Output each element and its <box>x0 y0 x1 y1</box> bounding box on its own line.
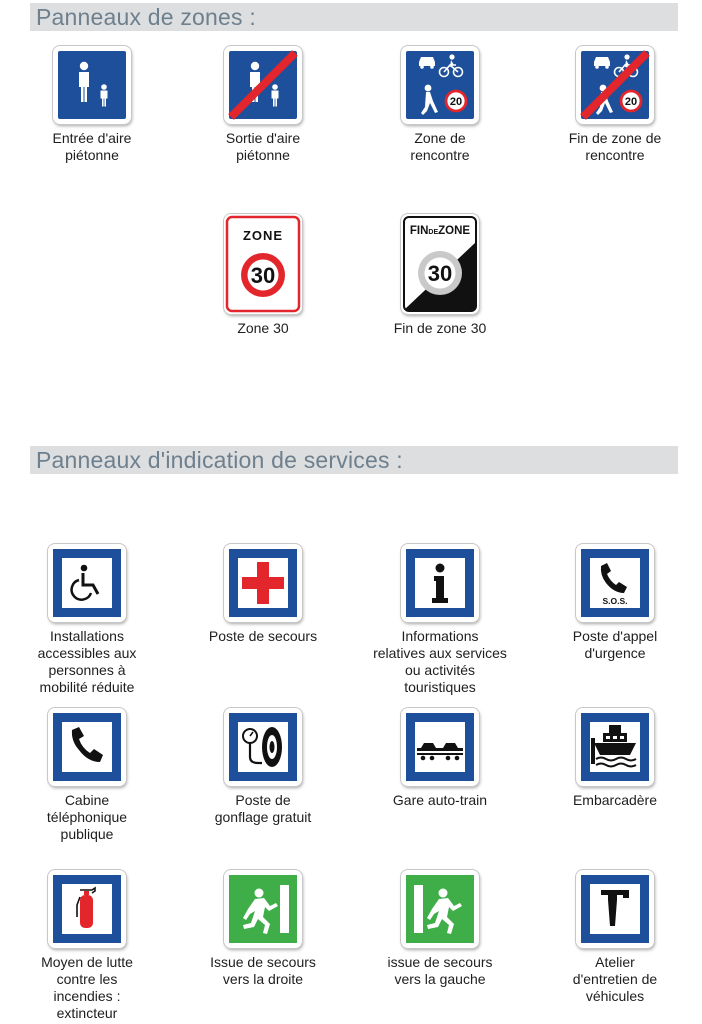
sign-label: Zone 30 <box>237 320 289 336</box>
sign-card-meeting-zone <box>355 46 525 164</box>
pedestrian-area-exit-icon <box>224 46 302 124</box>
sign-label: Atelier d'entretien de véhicules <box>572 954 658 1004</box>
zone-30-icon <box>224 214 302 314</box>
sign-label: Fin de zone 30 <box>393 320 487 336</box>
sign-card-first-aid <box>178 544 348 645</box>
sign-card-zone-30 <box>178 214 348 337</box>
sign-label: Entrée d'aire piétonne <box>52 130 132 163</box>
first-aid-cross-icon <box>224 544 302 622</box>
sign-label: Installations accessibles aux personnes à mobilité réduite <box>37 628 137 695</box>
sign-card-repair-workshop <box>530 870 700 1005</box>
meeting-zone-end-icon <box>576 46 654 124</box>
sign-label: Cabine téléphonique publique <box>46 792 128 842</box>
sign-label: Zone de rencontre <box>410 130 470 163</box>
services-section-title: Panneaux d'indication de services : <box>30 446 678 474</box>
sign-label: Moyen de lutte contre les incendies : extincteur <box>41 954 133 1021</box>
sign-card-pedestrian-entry <box>7 46 177 164</box>
sign-card-public-phone <box>2 708 172 843</box>
sign-label: issue de secours vers la gauche <box>387 954 493 987</box>
sign-label: Poste d'appel d'urgence <box>572 628 658 661</box>
meeting-zone-icon <box>401 46 479 124</box>
sign-card-extinguisher <box>2 870 172 1022</box>
sign-card-car-train <box>355 708 525 809</box>
meeting-zone-end-speed: 20 <box>624 96 638 108</box>
repair-workshop-icon <box>576 870 654 948</box>
meeting-zone-speed: 20 <box>449 96 463 108</box>
sign-card-information <box>355 544 525 696</box>
sign-card-accessible <box>2 544 172 696</box>
sign-card-emergency-phone <box>530 544 700 662</box>
telephone-icon <box>48 708 126 786</box>
sos-caption: S.O.S. <box>602 596 628 606</box>
emergency-exit-right-icon <box>224 870 302 948</box>
emergency-exit-left-icon <box>401 870 479 948</box>
sign-label: Gare auto-train <box>392 792 488 808</box>
sign-card-ferry <box>530 708 700 809</box>
ferry-icon <box>576 708 654 786</box>
zone-speed: 30 <box>250 263 276 288</box>
pedestrian-area-entry-icon <box>53 46 131 124</box>
sign-card-zone-30-end <box>355 214 525 337</box>
zone-end-de: DE <box>428 229 439 236</box>
sign-card-exit-left <box>355 870 525 988</box>
sign-label: Embarcadère <box>572 792 658 808</box>
car-train-icon <box>401 708 479 786</box>
sign-label: Fin de zone de rencontre <box>568 130 662 163</box>
sign-card-meeting-zone-end <box>530 46 700 164</box>
zone-end-fin: FIN <box>409 225 429 237</box>
sign-label: Poste de secours <box>208 628 318 644</box>
sign-label: Poste de gonflage gratuit <box>214 792 312 825</box>
emergency-phone-icon <box>576 544 654 622</box>
sign-label: Issue de secours vers la droite <box>210 954 316 987</box>
wheelchair-icon <box>48 544 126 622</box>
svg-text:FINDEZONE <box>410 225 471 237</box>
zone-heading: ZONE <box>242 228 284 243</box>
fire-extinguisher-icon <box>48 870 126 948</box>
sign-label: Sortie d'aire piétonne <box>225 130 301 163</box>
information-icon <box>401 544 479 622</box>
zones-section-title: Panneaux de zones : <box>30 3 678 31</box>
sign-card-tyre-inflation <box>178 708 348 826</box>
zone-end-zone: ZONE <box>438 225 471 237</box>
tyre-inflation-icon <box>224 708 302 786</box>
zone-30-end-icon <box>401 214 479 314</box>
sign-card-exit-right <box>178 870 348 988</box>
sign-label: Informations relatives aux services ou activités touristiques <box>373 628 507 695</box>
sign-card-pedestrian-exit <box>178 46 348 164</box>
zone-end-speed: 30 <box>427 261 453 286</box>
